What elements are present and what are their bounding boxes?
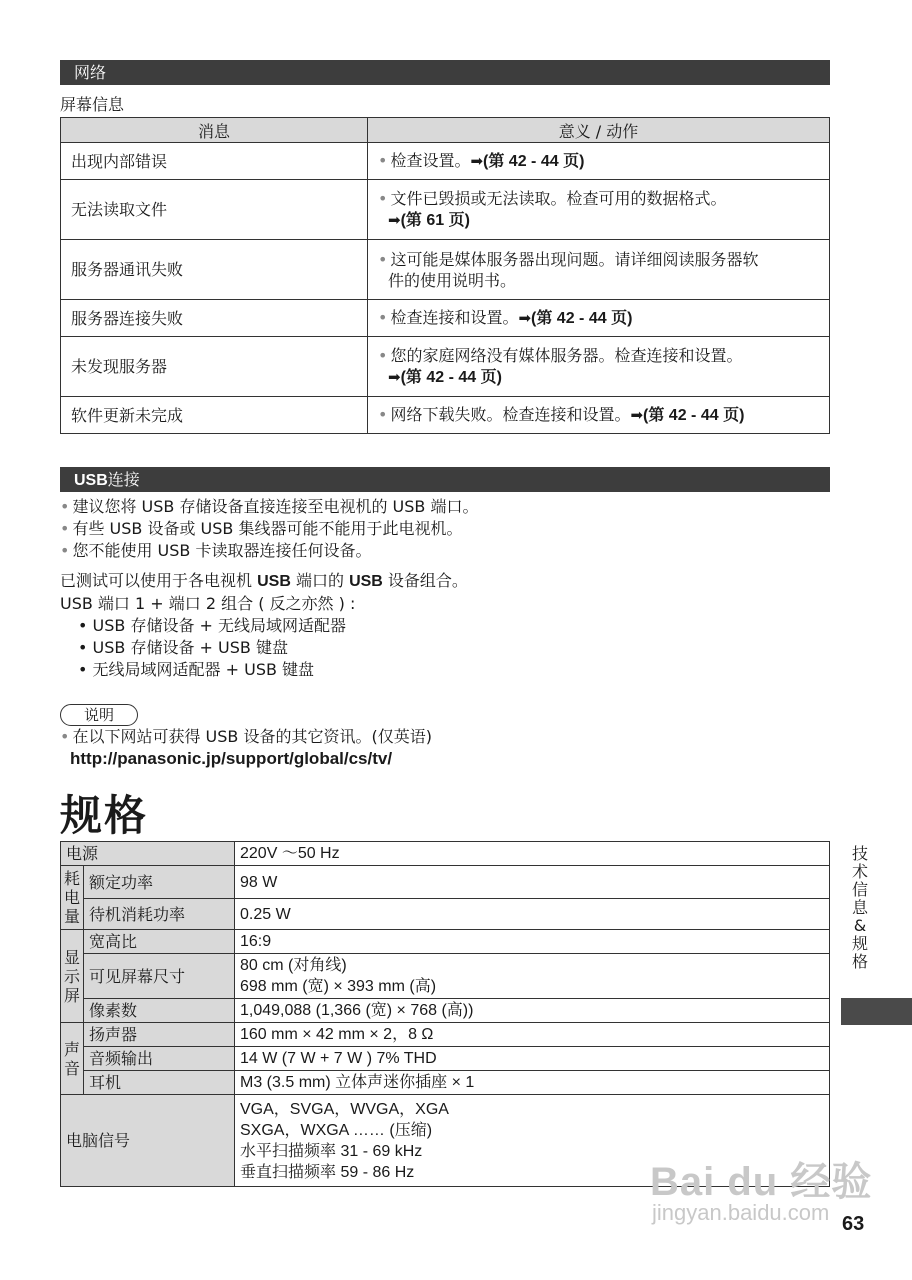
bullet-icon: • [378,249,388,269]
spec-value-line: 698 mm (宽) × 393 mm (高) [240,978,437,995]
table-row [61,300,830,337]
spec-label: 宽高比 [84,930,235,954]
meaning-cell [368,397,830,434]
support-url-link[interactable]: http://panasonic.jp/support/global/cs/tv/ [70,749,393,768]
sidebar-section-label: 技 术 信 息 & 规 格 [851,844,868,971]
table-row [61,240,830,300]
message-cell: 服务器通讯失败 [61,240,368,300]
bullet-icon: • [60,541,70,560]
spec-value-line: 水平扫描频率 31 - 69 kHz [240,1142,423,1160]
spec-value: M3 (3.5 mm) 立体声迷你插座 × 1 [235,1071,830,1095]
specs-table [60,841,830,1187]
group-text: 声 音 [63,1039,80,1078]
spec-value: 160 mm × 42 mm × 2，8 Ω [235,1023,830,1047]
page-ref-link[interactable]: (第 42 - 44 页) [643,407,745,424]
spec-value-line: VGA，SVGA，WVGA，XGA [240,1100,449,1118]
bullet-icon: • [378,151,388,170]
meaning-text: 文件已毁损或无法读取。检查可用的数据格式。 [390,189,727,208]
spec-label: 电源 [61,842,235,866]
spec-row-standby [61,899,830,930]
bullet-icon: • [378,189,388,208]
message-cell: 软件更新未完成 [61,397,368,434]
meaning-cell [368,337,830,397]
spec-value: 98 W [235,866,830,899]
arrow-right-icon: ➡ [518,309,532,327]
meaning-text: 检查设置。 [390,151,471,170]
spec-group-display [61,930,84,1023]
note-text-block [60,726,432,770]
spec-row-pixels [61,999,830,1023]
message-cell: 服务器连接失败 [61,300,368,337]
page-ref-link[interactable]: (第 61 页) [400,212,470,229]
bullet-icon: • [378,346,388,365]
spec-row-aspect [61,930,830,954]
arrow-right-icon: ➡ [388,368,401,386]
col-message-header: 消息 [61,118,368,143]
col-meaning-header: 意义 / 动作 [368,118,830,143]
spec-row-rated [61,866,830,899]
table-row [61,337,830,397]
spec-label: 扬声器 [84,1023,235,1047]
network-header-text: 网络 [74,63,107,82]
spec-row-visible [61,954,830,999]
meaning-text: 网络下载失败。检查连接和设置。 [390,405,631,424]
spec-label: 待机消耗功率 [84,899,235,930]
spec-value: 0.25 W [235,899,830,930]
usb-bullet [60,540,478,562]
spec-label: 额定功率 [84,866,235,899]
screen-messages-label: 屏幕信息 [60,95,125,114]
spec-value: 14 W (7 W + 7 W ) 7% THD [235,1047,830,1071]
spec-value-line: 垂直扫描频率 59 - 86 Hz [240,1163,415,1181]
usb-tested-heading [60,570,478,593]
bullet-icon: • [378,405,388,424]
meaning-text: 检查连接和设置。 [390,308,519,327]
spec-label: 电脑信号 [61,1095,235,1187]
spec-row-power [61,842,830,866]
usb-combo-intro: USB 端口 1 + 端口 2 组合 ( 反之亦然 ) : [60,594,356,613]
spec-value: 220V ～50 Hz [235,842,830,866]
tested-text: 设备组合。 [382,571,468,590]
spec-group-consumption [61,866,84,930]
meaning-cell [368,240,830,300]
spec-group-sound [61,1023,84,1095]
note-line [60,726,432,748]
bullet-icon: • [60,497,70,516]
table-row [61,180,830,240]
usb-bullet-text: 建议您将 USB 存储设备直接连接至电视机的 USB 端口。 [72,497,479,516]
bullet-icon: • [60,519,70,538]
watermark-brand: Bai du 经验 [650,1160,873,1204]
table-header-row [61,118,830,143]
table-row [61,143,830,180]
tested-usb-bold: USB [349,573,383,590]
meaning-cell [368,180,830,240]
usb-combo-item: • USB 存储设备 + 无线局域网适配器 [78,616,347,635]
network-messages-table [60,117,830,434]
usb-bullet [60,518,478,540]
usb-section-header [60,467,830,492]
spec-value: 16:9 [235,930,830,954]
spec-value [235,954,830,999]
group-text: 显 示 屏 [63,947,80,1005]
page-ref-link[interactable]: (第 42 - 44 页) [483,153,585,170]
spec-row-audio [61,1047,830,1071]
group-text: 耗 电 量 [63,869,80,926]
usb-combo-item: • 无线局域网适配器 + USB 键盘 [78,660,315,679]
meaning-text: 这可能是媒体服务器出现问题。请详细阅读服务器软 [390,249,759,269]
note-text: 在以下网站可获得 USB 设备的其它资讯。(仅英语) [72,727,432,746]
spec-label: 可见屏幕尺寸 [84,954,235,999]
spec-label: 耳机 [84,1071,235,1095]
watermark-url: jingyan.baidu.com [652,1200,830,1225]
specs-title: 规格 [60,791,149,840]
page-ref-link[interactable]: (第 42 - 44 页) [400,369,502,386]
meaning-text-cont: 件的使用说明书。 [388,270,517,290]
spec-row-headphone [61,1071,830,1095]
usb-header-bold: USB [74,472,108,489]
network-section-header [60,60,830,85]
arrow-right-icon: ➡ [470,152,484,170]
usb-header-text [60,467,140,493]
usb-info-block [60,496,478,681]
tested-text: 端口的 [290,571,350,590]
sidebar-tab-marker [841,998,912,1025]
tested-text: 已测试可以使用于各电视机 [60,571,258,590]
arrow-right-icon: ➡ [630,406,644,424]
bullet-icon: • [60,727,70,746]
arrow-right-icon: ➡ [388,211,401,229]
page-number: 63 [842,1213,865,1235]
spec-label: 音频输出 [84,1047,235,1071]
message-cell: 无法读取文件 [61,180,368,240]
usb-header-rest: 连接 [107,470,140,489]
page-ref-link[interactable]: (第 42 - 44 页) [531,310,633,327]
usb-bullet [60,496,478,518]
usb-combo-item: • USB 存储设备 + USB 键盘 [78,638,288,657]
spec-value-line: 80 cm (对角线) [240,957,347,974]
note-label: 说明 [60,704,138,726]
spec-row-speaker [61,1023,830,1047]
usb-bullet-text: 您不能使用 USB 卡读取器连接任何设备。 [72,541,372,560]
message-cell: 出现内部错误 [61,143,368,180]
spec-value: 1,049,088 (1,366 (宽) × 768 (高)) [235,999,830,1023]
table-row [61,397,830,434]
usb-bullet-text: 有些 USB 设备或 USB 集线器可能不能用于此电视机。 [72,519,463,538]
meaning-text: 您的家庭网络没有媒体服务器。检查连接和设置。 [390,346,743,365]
meaning-cell [368,143,830,180]
meaning-cell [368,300,830,337]
tested-usb-bold: USB [257,573,291,590]
message-cell: 未发现服务器 [61,337,368,397]
spec-label: 像素数 [84,999,235,1023]
spec-value-line: SXGA，WXGA …… (压缩) [240,1121,433,1139]
bullet-icon: • [378,308,388,327]
